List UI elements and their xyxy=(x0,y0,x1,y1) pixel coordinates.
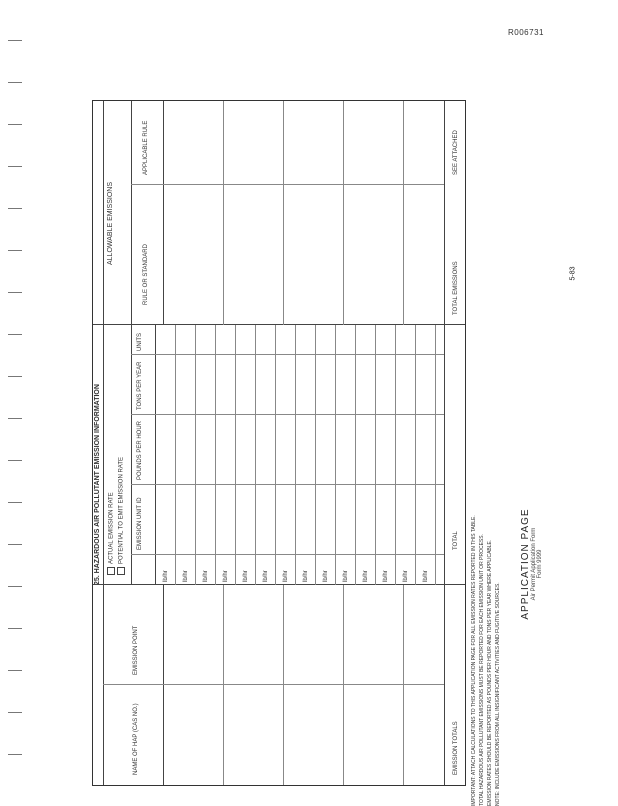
unit-label: lb/hr xyxy=(163,570,169,582)
application-page-subtitle: Air Permit Application Form xyxy=(531,527,537,601)
application-page-form-number: Form 9999 xyxy=(537,549,543,579)
footer-see-attached: SEE ATTACHED xyxy=(453,130,459,175)
unit-label: lb/hr xyxy=(283,570,289,582)
section-title: 25. HAZARDOUS AIR POLLUTANT EMISSION INFORMATION xyxy=(94,384,101,585)
note-line: NOTE: INCLUDE EMISSIONS FROM ALL INSIGNIFICANT ACTIVITIES AND FUGITIVE SOURCES. xyxy=(495,582,501,806)
left-col-hap-name: NAME OF HAP (CAS NO.) xyxy=(133,703,139,775)
mid-col-units: UNITS xyxy=(137,333,143,351)
left-col-emission-point: EMISSION POINT xyxy=(133,625,139,675)
unit-label: lb/hr xyxy=(423,570,429,582)
document-id: R006731 xyxy=(508,28,544,37)
unit-label: lb/hr xyxy=(403,570,409,582)
unit-label: lb/hr xyxy=(203,570,209,582)
note-line: EMISSION RATES SHOULD BE REPORTED AS POUNDS PER HOUR AND TONS PER YEAR WHERE APPLICABLE. xyxy=(487,539,493,806)
page-number: 5-83 xyxy=(569,266,577,281)
application-page-title: APPLICATION PAGE xyxy=(520,508,531,620)
mid-col-lb-hr: POUNDS PER HOUR xyxy=(137,420,143,480)
unit-label: lb/hr xyxy=(243,570,249,582)
unit-label: lb/hr xyxy=(183,570,189,582)
checkbox-actual-text: ACTUAL EMISSION RATE xyxy=(108,492,115,564)
unit-label: lb/hr xyxy=(263,570,269,582)
application-page-footer xyxy=(520,474,580,654)
binder-hole-marks xyxy=(8,40,26,780)
note-line: IMPORTANT: ATTACH CALCULATIONS TO THIS APPLICATION PAGE FOR ALL EMISSION RATES REPORTED IN THIS TABLE. xyxy=(471,515,477,806)
note-line: TOTAL HAZARDOUS AIR POLLUTANT EMISSIONS MUST BE REPORTED FOR EACH EMISSION UNIT OR PROCESS. xyxy=(479,534,485,806)
unit-label: lb/hr xyxy=(303,570,309,582)
checkbox-potential-label[interactable] xyxy=(117,457,125,575)
notes-block xyxy=(470,120,510,806)
checkbox-actual-icon[interactable] xyxy=(107,567,115,575)
checkbox-actual-label[interactable] xyxy=(107,492,115,575)
right-col-applicable: APPLICABLE RULE xyxy=(143,120,149,175)
unit-label: lb/hr xyxy=(223,570,229,582)
unit-label: lb/hr xyxy=(363,570,369,582)
mid-col-unit-id: EMISSION UNIT ID xyxy=(137,497,143,550)
mid-col-tpy: TONS PER YEAR xyxy=(137,361,143,410)
unit-label: lb/hr xyxy=(383,570,389,582)
footer-total: TOTAL xyxy=(453,531,459,550)
footer-total-emissions: TOTAL EMISSIONS xyxy=(453,261,459,315)
unit-label: lb/hr xyxy=(323,570,329,582)
right-col-rule: RULE OR STANDARD xyxy=(143,244,149,305)
checkbox-potential-icon[interactable] xyxy=(117,567,125,575)
footer-emission-totals: EMISSION TOTALS xyxy=(453,721,459,775)
rotated-form-container xyxy=(92,100,466,786)
right-section-title: ALLOWABLE EMISSIONS xyxy=(107,182,114,265)
hap-emission-form xyxy=(92,100,466,786)
checkbox-potential-text: POTENTIAL TO EMIT EMISSION RATE xyxy=(118,456,125,564)
unit-label: lb/hr xyxy=(343,570,349,582)
